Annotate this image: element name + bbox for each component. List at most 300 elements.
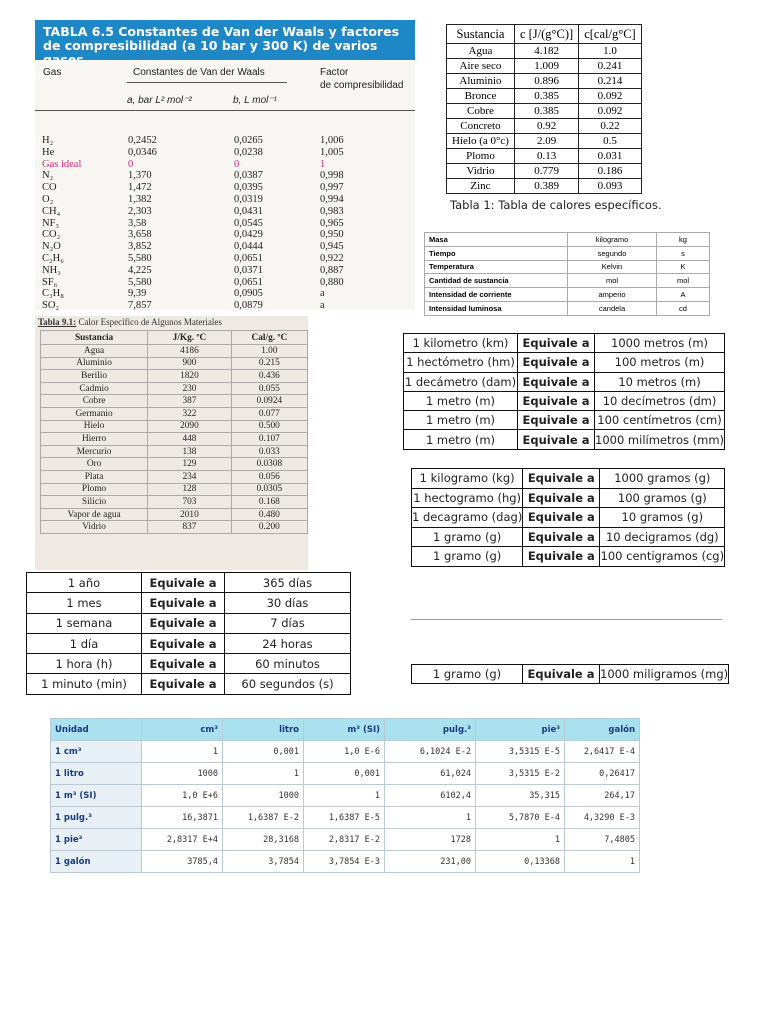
table-cell: 1 [565, 851, 640, 873]
vdw-cell-gas: CH₄ [42, 205, 61, 217]
table-cell: 24 horas [225, 633, 351, 653]
column-header: Cal/g. ºC [231, 331, 307, 345]
table-cell: mol [657, 274, 710, 288]
table-row [41, 370, 308, 383]
table-row [42, 218, 412, 230]
table-cell: 1 [142, 741, 223, 763]
vdw-cell-z: 0,983 [320, 205, 344, 217]
table-cell: 0.033 [231, 445, 307, 458]
table-cell: 1,0 E+6 [142, 785, 223, 807]
table-cell: 100 gramos (g) [600, 488, 725, 508]
table-cell: Agua [41, 345, 148, 358]
table-cell: segundo [568, 246, 657, 260]
vdw-cell-a: 9,39 [128, 288, 147, 300]
table-cell: Equivale a [518, 430, 595, 449]
table-cell: Equivale a [142, 593, 225, 613]
row-label: 1 m³ (SI) [51, 785, 142, 807]
table-row [41, 357, 308, 370]
table-cell: 61,024 [385, 763, 476, 785]
table-cell: 1,6387 E-2 [223, 807, 304, 829]
volume-conversion-table [50, 718, 640, 873]
table-row [41, 483, 308, 496]
vdw-cell-b: 0 [234, 158, 240, 170]
vdw-cell-a: 0,2452 [128, 135, 157, 146]
vdw-cell-a: 3,852 [128, 241, 152, 253]
table-row [425, 274, 710, 288]
table-cell: Equivale a [518, 391, 595, 410]
vdw-cell-b: 0,0371 [234, 264, 263, 276]
table-cell: Kelvin [568, 260, 657, 274]
table-cell: Plata [41, 470, 148, 483]
column-header: litro [223, 719, 304, 741]
table-cell: 1 decámetro (dam) [404, 372, 518, 391]
table-cell: 10 decigramos (dg) [600, 527, 725, 547]
table-cell: Equivale a [518, 411, 595, 430]
table-cell: 0.168 [231, 496, 307, 509]
table-cell: Equivale a [523, 469, 600, 489]
row-label: 1 pie³ [51, 829, 142, 851]
table-row [27, 573, 351, 593]
table-cell: 0.186 [579, 164, 642, 179]
table-row [404, 391, 725, 410]
table-cell: 1 metro (m) [404, 391, 518, 410]
column-header: cm³ [142, 719, 223, 741]
vdw-cell-a: 3,58 [128, 217, 147, 229]
vdw-cell-a: 3,658 [128, 229, 152, 241]
table-cell: Silicio [41, 496, 148, 509]
table-cell: Zinc [447, 179, 515, 194]
table-cell: Equivale a [523, 547, 600, 567]
table-cell: amperio [568, 288, 657, 302]
table-row [412, 665, 729, 684]
table-cell: 100 metros (m) [595, 353, 725, 372]
table-cell: 1000 [223, 785, 304, 807]
vdw-cell-b: 0,0651 [234, 276, 263, 288]
table-cell: 3,5315 E-2 [476, 763, 565, 785]
table-cell: Equivale a [518, 334, 595, 353]
table-cell: cd [657, 301, 710, 315]
table-cell: 0.13 [514, 149, 578, 164]
row-label: 1 pulg.³ [51, 807, 142, 829]
table-cell: Intensidad de corriente [425, 288, 568, 302]
table-row [41, 458, 308, 471]
table-cell: kg [657, 233, 710, 247]
column-header: Unidad [51, 719, 142, 741]
vdw-cell-z: 1,005 [320, 146, 344, 158]
table-cell: Aluminio [41, 357, 148, 370]
table-row [51, 829, 640, 851]
vdw-cell-b: 0,0444 [234, 241, 263, 253]
column-header: m³ (SI) [304, 719, 385, 741]
vdw-cell-gas: CO [42, 182, 57, 194]
table-cell: candela [568, 301, 657, 315]
table-cell: Equivale a [142, 633, 225, 653]
vdw-cell-b: 0,0651 [234, 252, 263, 264]
table-cell: 0.0308 [231, 458, 307, 471]
vdw-cell-gas: C₃H₈ [42, 288, 64, 300]
vdw-cell-a: 5,580 [128, 252, 152, 264]
table-cell: 1 kilometro (km) [404, 334, 518, 353]
table-row [51, 741, 640, 763]
table-cell: 60 segundos (s) [225, 674, 351, 694]
table-row [42, 288, 412, 300]
table-cell: Equivale a [142, 573, 225, 593]
table-row [42, 135, 412, 147]
table-row [42, 277, 412, 289]
table-cell: 1 hectómetro (hm) [404, 353, 518, 372]
table-cell: Equivale a [142, 674, 225, 694]
table-row [41, 445, 308, 458]
column-header: J/Kg. ºC [148, 331, 232, 345]
table-cell: Germanio [41, 407, 148, 420]
vdw-cell-gas: NH₃ [42, 264, 61, 276]
vdw-table [35, 20, 415, 310]
table-cell: 1000 gramos (g) [600, 469, 725, 489]
table-row [41, 470, 308, 483]
table-cell: 0.031 [579, 149, 642, 164]
vdw-cell-a: 4,225 [128, 264, 152, 276]
table-cell: 1 [385, 807, 476, 829]
table-row [412, 508, 725, 528]
column-header: galón [565, 719, 640, 741]
table-cell: 1 kilogramo (kg) [412, 469, 523, 489]
table-row [425, 301, 710, 315]
table-cell: 3785,4 [142, 851, 223, 873]
table-cell: 448 [148, 433, 232, 446]
table-cell: Mercurio [41, 445, 148, 458]
vdw-cell-gas: N₂ [42, 170, 54, 182]
table-row [447, 149, 642, 164]
table-cell: 7,4805 [565, 829, 640, 851]
table-row [51, 851, 640, 873]
table-cell: Bronce [447, 89, 515, 104]
table-cell: 2.09 [514, 134, 578, 149]
table-row [51, 785, 640, 807]
vdw-cell-z: 1 [320, 158, 326, 170]
table-9-1 [35, 316, 308, 570]
table-cell: 1 minuto (min) [27, 674, 142, 694]
table-row [51, 763, 640, 785]
length-equivalence-table [403, 333, 725, 450]
table-cell: 6102,4 [385, 785, 476, 807]
vdw-cell-a: 7,857 [128, 300, 152, 312]
table-cell: 6,1024 E-2 [385, 741, 476, 763]
milligram-equivalence-row [411, 664, 729, 684]
vdw-cell-z: 0,922 [320, 252, 344, 264]
table-cell: Aire seco [447, 59, 515, 74]
table-cell: Hielo (a 0°c) [447, 134, 515, 149]
vdw-cell-gas: CO₂ [42, 229, 61, 241]
table-row [425, 288, 710, 302]
vdw-cell-z: 0,880 [320, 276, 344, 288]
table-header-row [41, 331, 308, 345]
table-cell: 1 gramo (g) [412, 527, 523, 547]
table-row [51, 807, 640, 829]
table-row [42, 206, 412, 218]
vdw-col-b: b, L mol⁻¹ [233, 95, 277, 106]
table-cell: 0.093 [579, 179, 642, 194]
table-cell: 5,7870 E-4 [476, 807, 565, 829]
table-cell: 4,3290 E-3 [565, 807, 640, 829]
table-cell: 0.0305 [231, 483, 307, 496]
table-cell: 1 hectogramo (hg) [412, 488, 523, 508]
table-cell: 0.5 [579, 134, 642, 149]
vdw-cell-a: 1,472 [128, 182, 152, 194]
vdw-cell-b: 0,0265 [234, 135, 263, 146]
table-cell: 3,7854 E-3 [304, 851, 385, 873]
table-cell: 264,17 [565, 785, 640, 807]
column-header: c [J/(g°C)] [514, 25, 578, 44]
table-cell: Oro [41, 458, 148, 471]
table-header-row [447, 25, 642, 44]
table-cell: 4.182 [514, 44, 578, 59]
table-cell: 7 días [225, 613, 351, 633]
table-cell: 2,6417 E-4 [565, 741, 640, 763]
table-row [42, 194, 412, 206]
table-row [404, 411, 725, 430]
vdw-cell-b: 0,0429 [234, 229, 263, 241]
table-row [42, 182, 412, 194]
vdw-rule-2 [35, 110, 415, 111]
table-cell: Equivale a [523, 527, 600, 547]
table-cell: 1.009 [514, 59, 578, 74]
vdw-rows [42, 135, 412, 312]
table-row [27, 674, 351, 694]
table-cell: 231,00 [385, 851, 476, 873]
column-header: Sustancia [447, 25, 515, 44]
table-header-row [51, 719, 640, 741]
table-cell: 1,0 E-6 [304, 741, 385, 763]
vdw-rule [127, 82, 287, 83]
table-cell: 10 metros (m) [595, 372, 725, 391]
table-row [41, 420, 308, 433]
table-row [425, 246, 710, 260]
table-cell: 0.480 [231, 508, 307, 521]
table-row [42, 241, 412, 253]
table-cell: 60 minutos [225, 654, 351, 674]
table-cell: Intensidad luminosa [425, 301, 568, 315]
table-row [404, 430, 725, 449]
vdw-col-factor: Factor [320, 67, 349, 78]
table-cell: 1 metro (m) [404, 430, 518, 449]
table-cell: 0.055 [231, 382, 307, 395]
table-cell: 28,3168 [223, 829, 304, 851]
table-row [42, 229, 412, 241]
vdw-cell-b: 0,0238 [234, 146, 263, 158]
vdw-cell-b: 0,0431 [234, 205, 263, 217]
table-cell: K [657, 260, 710, 274]
table-row [447, 119, 642, 134]
table-cell: 100 centímetros (cm) [595, 411, 725, 430]
vdw-cell-a: 0 [128, 158, 134, 170]
vdw-cell-z: 0,994 [320, 193, 344, 205]
table-cell: 35,315 [476, 785, 565, 807]
table-row [447, 134, 642, 149]
table-cell: 2090 [148, 420, 232, 433]
table-cell: mol [568, 274, 657, 288]
table-row [42, 300, 412, 312]
table-cell: 2,8317 E+4 [142, 829, 223, 851]
vdw-cell-z: a [320, 288, 325, 300]
vdw-cell-a: 1,370 [128, 170, 152, 182]
table-cell: 0,001 [223, 741, 304, 763]
table-cell: 3,5315 E-5 [476, 741, 565, 763]
table-cell: 0.896 [514, 74, 578, 89]
row-label: 1 galón [51, 851, 142, 873]
vdw-cell-a: 2,303 [128, 205, 152, 217]
table-row [42, 265, 412, 277]
table-cell: Cobre [41, 395, 148, 408]
table-cell: 0.200 [231, 521, 307, 534]
table-cell: 1 mes [27, 593, 142, 613]
table-cell: Concreto [447, 119, 515, 134]
vdw-cell-z: 0,998 [320, 170, 344, 182]
table-row [447, 179, 642, 194]
table-cell: 0.389 [514, 179, 578, 194]
table-cell: 0.92 [514, 119, 578, 134]
table-cell: 138 [148, 445, 232, 458]
table-row [404, 353, 725, 372]
table-row [447, 44, 642, 59]
vdw-cell-gas: Gas ideal [42, 158, 82, 170]
row-label: 1 litro [51, 763, 142, 785]
specific-heat-table [446, 24, 642, 194]
vdw-col-a: a, bar L² mol⁻² [127, 95, 192, 106]
table-row [425, 260, 710, 274]
table-cell: Equivale a [523, 508, 600, 528]
vdw-cell-gas: C₂H₆ [42, 252, 64, 264]
vdw-title: TABLA 6.5 Constantes de Van der Waals y factores de compresibilidad (a 10 bar y 300 K) de varios gases [35, 20, 415, 60]
table-cell: A [657, 288, 710, 302]
table-cell: 10 gramos (g) [600, 508, 725, 528]
table-row [41, 433, 308, 446]
table-cell: Agua [447, 44, 515, 59]
time-equivalence-table [26, 572, 351, 695]
table-row [41, 508, 308, 521]
vdw-cell-z: 0,965 [320, 217, 344, 229]
table-cell: 30 días [225, 593, 351, 613]
table-cell: 1 día [27, 633, 142, 653]
table-cell: 0.22 [579, 119, 642, 134]
table-cell: 2010 [148, 508, 232, 521]
table-cell: 0.077 [231, 407, 307, 420]
table-row [404, 372, 725, 391]
table-cell: kilogramo [568, 233, 657, 247]
table-row [27, 593, 351, 613]
table-9-1-caption: Tabla 9.1: Calor Especifico de Algunos Materiales [38, 317, 222, 327]
table-cell: 1 metro (m) [404, 411, 518, 430]
table-cell: Plomo [41, 483, 148, 496]
vdw-cell-b: 0,0905 [234, 288, 263, 300]
table-cell: 0.107 [231, 433, 307, 446]
table-cell: 1000 [142, 763, 223, 785]
vdw-cell-a: 1,382 [128, 193, 152, 205]
table-cell: 0.092 [579, 104, 642, 119]
table-row [412, 469, 725, 489]
row-label: 1 cm³ [51, 741, 142, 763]
table-cell: 4186 [148, 345, 232, 358]
table-cell: 1 hora (h) [27, 654, 142, 674]
table-cell: 0.385 [514, 89, 578, 104]
mass-equivalence-table [411, 468, 725, 567]
table-cell: 1728 [385, 829, 476, 851]
table-row [42, 253, 412, 265]
table-cell: 10 decímetros (dm) [595, 391, 725, 410]
table-cell: Hierro [41, 433, 148, 446]
divider [411, 619, 722, 620]
table-cell: Equivale a [518, 372, 595, 391]
table-cell: 0.056 [231, 470, 307, 483]
vdw-cell-gas: N₂O [42, 241, 61, 253]
vdw-cell-z: 0,950 [320, 229, 344, 241]
table-cell: Berilio [41, 370, 148, 383]
table-row [27, 633, 351, 653]
table-cell: 387 [148, 395, 232, 408]
table-cell: 0.500 [231, 420, 307, 433]
table-row [447, 74, 642, 89]
vdw-cell-z: 1,006 [320, 135, 344, 146]
table-cell: 128 [148, 483, 232, 496]
vdw-cell-z: 0,887 [320, 264, 344, 276]
table-cell: 100 centigramos (cg) [600, 547, 725, 567]
table-cell: 0,26417 [565, 763, 640, 785]
table-cell: 1000 miligramos (mg) [600, 665, 729, 684]
table-cell: 1000 metros (m) [595, 334, 725, 353]
table-row [447, 89, 642, 104]
table-cell: Hielo [41, 420, 148, 433]
table-cell: Cantidad de sustancia [425, 274, 568, 288]
vdw-cell-b: 0,0319 [234, 193, 263, 205]
table-cell: 1.00 [231, 345, 307, 358]
table-cell: Temperatura [425, 260, 568, 274]
table-cell: 0,13368 [476, 851, 565, 873]
table-cell: 1 semana [27, 613, 142, 633]
table-row [41, 407, 308, 420]
table-cell: Equivale a [142, 654, 225, 674]
table-cell: 1 [304, 785, 385, 807]
table-cell: 322 [148, 407, 232, 420]
table-cell: Vidrio [447, 164, 515, 179]
table-row [447, 59, 642, 74]
table-row [42, 147, 412, 159]
table-row [412, 527, 725, 547]
table-row [41, 345, 308, 358]
table-cell: 234 [148, 470, 232, 483]
table-cell: 0.214 [579, 74, 642, 89]
table-row [42, 170, 412, 182]
table-cell: Equivale a [523, 488, 600, 508]
specific-heat-caption: Tabla 1: Tabla de calores específicos. [450, 198, 662, 212]
vdw-cell-a: 5,580 [128, 276, 152, 288]
table-row [41, 395, 308, 408]
table-row [41, 521, 308, 534]
table-cell: Equivale a [518, 353, 595, 372]
table-cell: Cadmio [41, 382, 148, 395]
table-cell: 1.0 [579, 44, 642, 59]
table-cell: 1,6387 E-5 [304, 807, 385, 829]
vdw-cell-gas: He [42, 146, 55, 158]
table-cell: 0.0924 [231, 395, 307, 408]
vdw-cell-gas: H₂ [42, 135, 54, 146]
table-cell: 129 [148, 458, 232, 471]
table-9-1-grid [40, 330, 308, 534]
si-units-table [424, 232, 710, 316]
table-cell: 900 [148, 357, 232, 370]
vdw-cell-b: 0,0395 [234, 182, 263, 194]
vdw-cell-b: 0,0879 [234, 300, 263, 312]
vdw-cell-b: 0,0545 [234, 217, 263, 229]
vdw-cell-gas: NF₃ [42, 217, 60, 229]
